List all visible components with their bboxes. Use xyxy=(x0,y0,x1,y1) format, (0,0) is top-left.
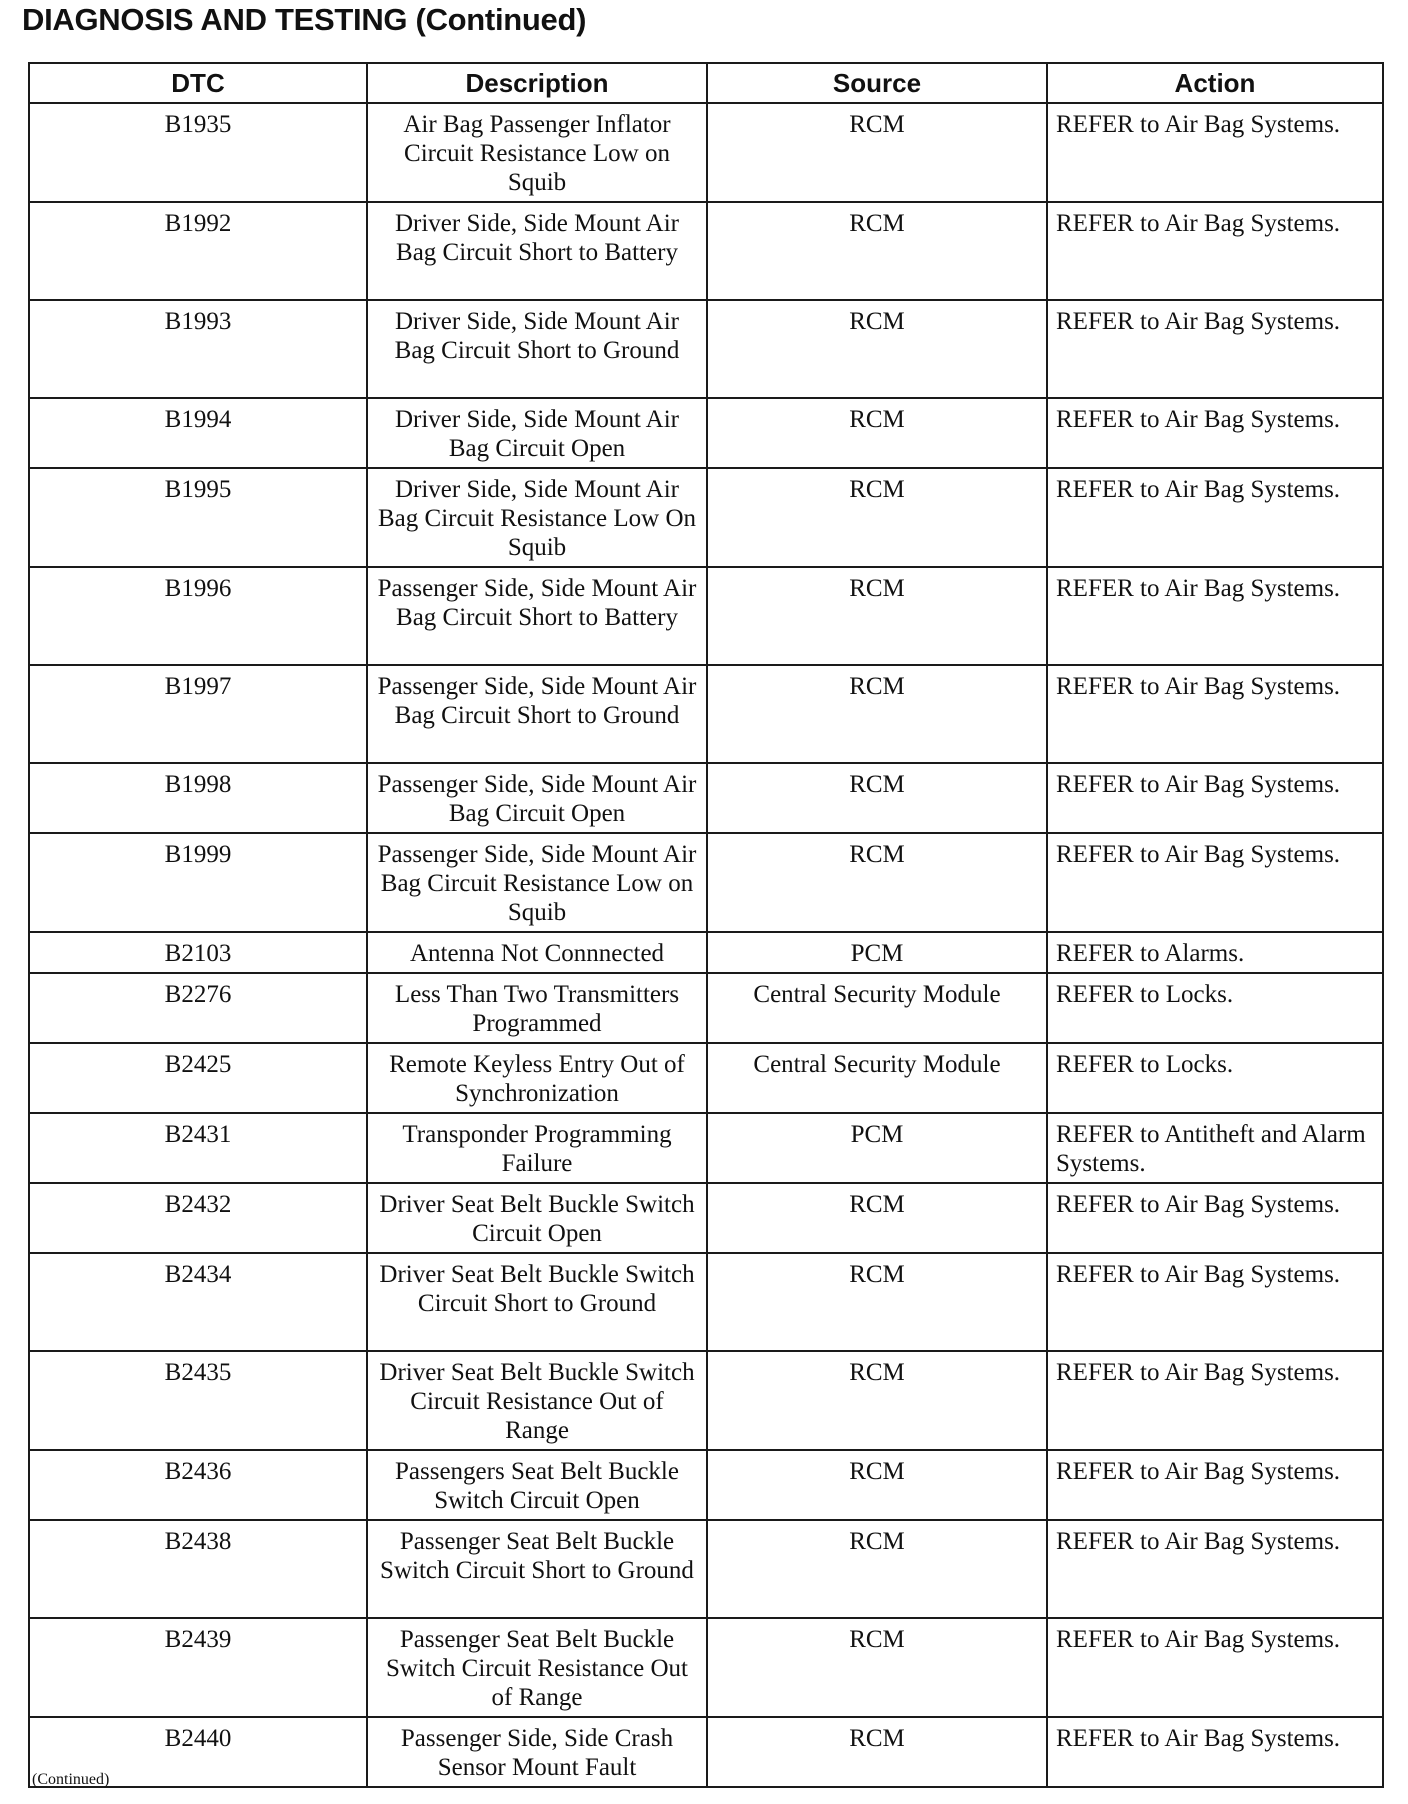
description-cell: Remote Keyless Entry Out of Synchronization xyxy=(367,1043,707,1113)
description-cell: Passengers Seat Belt Buckle Switch Circuit Open xyxy=(367,1450,707,1520)
table-row xyxy=(29,1618,1383,1717)
table-row xyxy=(29,1183,1383,1253)
source-cell: RCM xyxy=(707,202,1047,300)
description-cell: Passenger Side, Side Mount Air Bag Circuit Short to Ground xyxy=(367,665,707,763)
source-cell: RCM xyxy=(707,763,1047,833)
source-cell: RCM xyxy=(707,1717,1047,1787)
dtc-cell: B2435 xyxy=(29,1351,367,1450)
dtc-cell: B1997 xyxy=(29,665,367,763)
source-cell: RCM xyxy=(707,1450,1047,1520)
dtc-cell: B2436 xyxy=(29,1450,367,1520)
dtc-cell: B2439 xyxy=(29,1618,367,1717)
dtc-cell: B1935 xyxy=(29,103,367,202)
table-row xyxy=(29,1351,1383,1450)
action-cell: REFER to Air Bag Systems. xyxy=(1047,567,1383,665)
table-body xyxy=(29,103,1383,1787)
description-cell: Passenger Side, Side Mount Air Bag Circuit Resistance Low on Squib xyxy=(367,833,707,932)
table-row xyxy=(29,1043,1383,1113)
description-cell: Driver Side, Side Mount Air Bag Circuit Open xyxy=(367,398,707,468)
dtc-cell: B1996 xyxy=(29,567,367,665)
description-cell: Passenger Seat Belt Buckle Switch Circuit Resistance Out of Range xyxy=(367,1618,707,1717)
description-cell: Passenger Side, Side Mount Air Bag Circuit Short to Battery xyxy=(367,567,707,665)
table-row xyxy=(29,1450,1383,1520)
action-cell: REFER to Antitheft and Alarm Systems. xyxy=(1047,1113,1383,1183)
description-cell: Passenger Side, Side Crash Sensor Mount Fault xyxy=(367,1717,707,1787)
dtc-cell: B2431 xyxy=(29,1113,367,1183)
table-row xyxy=(29,468,1383,567)
table-row xyxy=(29,665,1383,763)
dtc-cell: B2103 xyxy=(29,932,367,973)
description-cell: Antenna Not Connnected xyxy=(367,932,707,973)
action-cell: REFER to Air Bag Systems. xyxy=(1047,202,1383,300)
action-cell: REFER to Air Bag Systems. xyxy=(1047,833,1383,932)
header-source: Source xyxy=(707,63,1047,103)
table-row xyxy=(29,1717,1383,1787)
source-cell: RCM xyxy=(707,665,1047,763)
dtc-cell: B1994 xyxy=(29,398,367,468)
table-row xyxy=(29,300,1383,398)
header-description: Description xyxy=(367,63,707,103)
table-row xyxy=(29,103,1383,202)
dtc-cell: B1992 xyxy=(29,202,367,300)
action-cell: REFER to Air Bag Systems. xyxy=(1047,1618,1383,1717)
action-cell: REFER to Air Bag Systems. xyxy=(1047,398,1383,468)
table-row xyxy=(29,1253,1383,1351)
action-cell: REFER to Air Bag Systems. xyxy=(1047,1450,1383,1520)
dtc-cell: B2425 xyxy=(29,1043,367,1113)
table-row xyxy=(29,973,1383,1043)
description-cell: Passenger Seat Belt Buckle Switch Circuit Short to Ground xyxy=(367,1520,707,1618)
source-cell: Central Security Module xyxy=(707,973,1047,1043)
source-cell: RCM xyxy=(707,1618,1047,1717)
description-cell: Passenger Side, Side Mount Air Bag Circuit Open xyxy=(367,763,707,833)
action-cell: REFER to Air Bag Systems. xyxy=(1047,468,1383,567)
description-cell: Transponder Programming Failure xyxy=(367,1113,707,1183)
action-cell: REFER to Air Bag Systems. xyxy=(1047,103,1383,202)
dtc-cell: B2438 xyxy=(29,1520,367,1618)
description-cell: Driver Seat Belt Buckle Switch Circuit Short to Ground xyxy=(367,1253,707,1351)
dtc-cell: B2432 xyxy=(29,1183,367,1253)
description-cell: Driver Side, Side Mount Air Bag Circuit Resistance Low On Squib xyxy=(367,468,707,567)
dtc-table xyxy=(28,62,1384,1788)
source-cell: RCM xyxy=(707,1520,1047,1618)
action-cell: REFER to Air Bag Systems. xyxy=(1047,665,1383,763)
table-row xyxy=(29,398,1383,468)
description-cell: Driver Side, Side Mount Air Bag Circuit Short to Battery xyxy=(367,202,707,300)
action-cell: REFER to Air Bag Systems. xyxy=(1047,1253,1383,1351)
source-cell: PCM xyxy=(707,932,1047,973)
description-cell: Driver Seat Belt Buckle Switch Circuit Resistance Out of Range xyxy=(367,1351,707,1450)
action-cell: REFER to Locks. xyxy=(1047,1043,1383,1113)
source-cell: Central Security Module xyxy=(707,1043,1047,1113)
dtc-cell: B1993 xyxy=(29,300,367,398)
source-cell: RCM xyxy=(707,1183,1047,1253)
action-cell: REFER to Air Bag Systems. xyxy=(1047,1717,1383,1787)
source-cell: RCM xyxy=(707,398,1047,468)
source-cell: PCM xyxy=(707,1113,1047,1183)
table-row xyxy=(29,1113,1383,1183)
description-cell: Less Than Two Transmitters Programmed xyxy=(367,973,707,1043)
table-header-row xyxy=(29,63,1383,103)
dtc-cell: B1998 xyxy=(29,763,367,833)
action-cell: REFER to Air Bag Systems. xyxy=(1047,1183,1383,1253)
description-cell: Driver Seat Belt Buckle Switch Circuit Open xyxy=(367,1183,707,1253)
table-row xyxy=(29,763,1383,833)
continued-note: (Continued) xyxy=(32,1771,110,1788)
source-cell: RCM xyxy=(707,300,1047,398)
source-cell: RCM xyxy=(707,567,1047,665)
description-cell: Driver Side, Side Mount Air Bag Circuit Short to Ground xyxy=(367,300,707,398)
dtc-cell: B1999 xyxy=(29,833,367,932)
source-cell: RCM xyxy=(707,468,1047,567)
source-cell: RCM xyxy=(707,1253,1047,1351)
table-row xyxy=(29,833,1383,932)
header-action: Action xyxy=(1047,63,1383,103)
dtc-cell: B2434 xyxy=(29,1253,367,1351)
action-cell: REFER to Air Bag Systems. xyxy=(1047,1520,1383,1618)
dtc-cell: B2440 xyxy=(29,1717,367,1787)
dtc-cell: B1995 xyxy=(29,468,367,567)
action-cell: REFER to Air Bag Systems. xyxy=(1047,300,1383,398)
table-row xyxy=(29,932,1383,973)
page-title: DIAGNOSIS AND TESTING (Continued) xyxy=(22,2,587,37)
action-cell: REFER to Air Bag Systems. xyxy=(1047,1351,1383,1450)
table-row xyxy=(29,567,1383,665)
source-cell: RCM xyxy=(707,1351,1047,1450)
source-cell: RCM xyxy=(707,833,1047,932)
dtc-cell: B2276 xyxy=(29,973,367,1043)
action-cell: REFER to Alarms. xyxy=(1047,932,1383,973)
action-cell: REFER to Air Bag Systems. xyxy=(1047,763,1383,833)
table-row xyxy=(29,1520,1383,1618)
header-dtc: DTC xyxy=(29,63,367,103)
source-cell: RCM xyxy=(707,103,1047,202)
description-cell: Air Bag Passenger Inflator Circuit Resistance Low on Squib xyxy=(367,103,707,202)
table-row xyxy=(29,202,1383,300)
action-cell: REFER to Locks. xyxy=(1047,973,1383,1043)
